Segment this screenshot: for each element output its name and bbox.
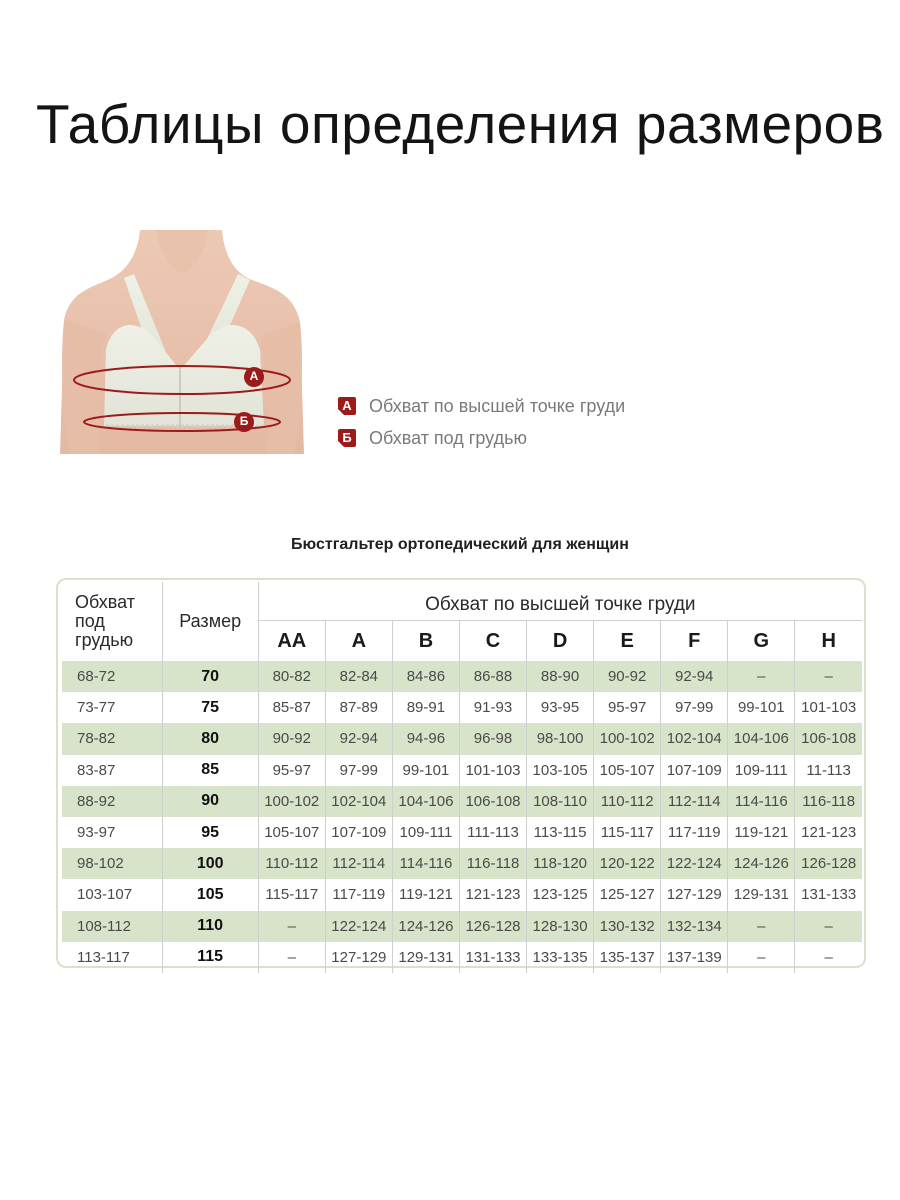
underbust-cell: 113-117 <box>62 942 162 973</box>
bust-range-cell: 11-113 <box>806 761 851 779</box>
underbust-cell: 108-112 <box>62 911 162 942</box>
bust-range-cell: 109-111 <box>392 817 459 848</box>
table-row <box>62 786 862 817</box>
bust-range-cell: – <box>795 911 862 942</box>
size-table <box>62 582 862 973</box>
table-row <box>62 692 862 723</box>
table-row <box>62 942 862 973</box>
bust-range-cell: 115-117 <box>594 817 661 848</box>
header-cup: D <box>527 621 594 662</box>
bust-range-cell: 117-119 <box>325 879 392 910</box>
size-cell: 80 <box>162 723 258 754</box>
bust-range-cell: 126-128 <box>795 848 862 879</box>
bust-range-cell: 99-101 <box>728 692 795 723</box>
bust-range-cell: 103-105 <box>527 755 594 786</box>
bust-range-cell: 105-107 <box>594 755 661 786</box>
bust-range-cell: 111-113 <box>459 817 526 848</box>
bust-range-cell: 122-124 <box>325 911 392 942</box>
underbust-cell: 103-107 <box>62 879 162 910</box>
bust-range-cell: 82-84 <box>325 661 392 692</box>
marker-a-icon <box>338 397 356 415</box>
bust-range-cell: 100-102 <box>594 723 661 754</box>
bust-range-cell: 85-87 <box>258 692 325 723</box>
bust-range-cell: 123-125 <box>527 879 594 910</box>
size-cell: 100 <box>162 848 258 879</box>
marker-a-photo: A <box>249 369 259 383</box>
measurement-legend <box>338 390 625 454</box>
table-row <box>62 755 862 786</box>
size-cell: 70 <box>162 661 258 692</box>
bust-range-cell: 84-86 <box>392 661 459 692</box>
bust-range-cell: 126-128 <box>459 911 526 942</box>
bust-range-cell: 137-139 <box>661 942 728 973</box>
bust-range-cell: 104-106 <box>392 786 459 817</box>
bust-range-cell: 95-97 <box>258 755 325 786</box>
bust-range-cell: – <box>258 911 325 942</box>
underbust-cell: 93-97 <box>62 817 162 848</box>
underbust-cell: 98-102 <box>62 848 162 879</box>
underbust-cell: 73-77 <box>62 692 162 723</box>
bust-range-cell: 129-131 <box>392 942 459 973</box>
bust-range-cell: 106-108 <box>795 723 862 754</box>
model-photo <box>60 230 304 454</box>
bust-range-cell: 127-129 <box>661 879 728 910</box>
size-cell: 110 <box>162 911 258 942</box>
bust-range-cell: – <box>728 942 795 973</box>
bust-range-cell: 89-91 <box>392 692 459 723</box>
bust-range-cell: 102-104 <box>661 723 728 754</box>
legend-text-a: Обхват по высшей точке груди <box>369 395 626 416</box>
bust-range-cell: 110-112 <box>594 786 661 817</box>
bust-range-cell: 101-103 <box>801 699 857 717</box>
bust-range-cell: 114-116 <box>728 786 795 817</box>
bust-range-cell: 124-126 <box>392 911 459 942</box>
bust-range-cell: 91-93 <box>459 692 526 723</box>
bust-range-cell: 119-121 <box>728 817 795 848</box>
table-caption: Бюстгальтер ортопедический для женщин <box>291 536 629 553</box>
bust-range-cell: 94-96 <box>392 723 459 754</box>
underbust-cell: 88-92 <box>62 786 162 817</box>
size-cell: 90 <box>162 786 258 817</box>
legend-text-b: Обхват под грудью <box>369 427 527 448</box>
bust-range-cell: 116-118 <box>459 848 526 879</box>
bust-range-cell: 121-123 <box>459 879 526 910</box>
bust-range-cell: 109-111 <box>728 755 795 786</box>
legend-item-b <box>338 422 625 454</box>
size-cell: 105 <box>162 879 258 910</box>
bust-range-cell: 135-137 <box>594 942 661 973</box>
bust-range-cell: 87-89 <box>325 692 392 723</box>
bust-range-cell: 121-123 <box>801 824 857 842</box>
bust-range-cell: 131-133 <box>459 942 526 973</box>
header-cup: AA <box>258 621 325 662</box>
bust-range-cell: 125-127 <box>594 879 661 910</box>
bust-range-cell: 119-121 <box>392 879 459 910</box>
bust-range-cell: 106-108 <box>459 786 526 817</box>
bust-range-cell: 88-90 <box>527 661 594 692</box>
bust-range-cell: 104-106 <box>728 723 795 754</box>
bust-range-cell: 112-114 <box>325 848 392 879</box>
bust-range-cell: 97-99 <box>661 692 728 723</box>
header-underbust-text: Обхват под грудью <box>75 592 135 650</box>
bust-range-cell: 122-124 <box>661 848 728 879</box>
size-cell: 75 <box>162 692 258 723</box>
bust-range-cell: 118-120 <box>527 848 594 879</box>
bust-range-cell: 100-102 <box>258 786 325 817</box>
header-cup: C <box>459 621 526 662</box>
table-row <box>62 848 862 879</box>
bust-range-cell: 96-98 <box>459 723 526 754</box>
bust-range-cell: 129-131 <box>728 879 795 910</box>
bust-range-cell: 98-100 <box>527 723 594 754</box>
bust-range-cell: 92-94 <box>325 723 392 754</box>
header-bust-group: Обхват по высшей точке груди <box>258 582 862 621</box>
bust-range-cell: 127-129 <box>325 942 392 973</box>
bust-range-cell: 90-92 <box>258 723 325 754</box>
size-cell: 95 <box>162 817 258 848</box>
bust-range-cell: 101-103 <box>459 755 526 786</box>
bust-range-cell: 124-126 <box>728 848 795 879</box>
marker-b-icon <box>338 429 356 447</box>
size-cell: 85 <box>162 755 258 786</box>
header-cup: E <box>594 621 661 662</box>
marker-b-photo: Б <box>239 414 249 428</box>
underbust-cell: 83-87 <box>62 755 162 786</box>
bust-range-cell: 102-104 <box>325 786 392 817</box>
bust-range-cell: 110-112 <box>258 848 325 879</box>
header-size: Размер <box>162 582 258 661</box>
bust-range-cell: 120-122 <box>594 848 661 879</box>
header-cup: A <box>325 621 392 662</box>
bust-range-cell: 113-115 <box>527 817 594 848</box>
header-cup: G <box>728 621 795 662</box>
table-row <box>62 723 862 754</box>
header-cup: B <box>392 621 459 662</box>
bust-range-cell: 131-133 <box>801 886 857 904</box>
table-row <box>62 661 862 692</box>
bust-range-cell: 92-94 <box>661 661 728 692</box>
table-row <box>62 911 862 942</box>
page-title: Таблицы определения размеров <box>36 93 885 155</box>
size-cell: 115 <box>162 942 258 973</box>
bust-range-cell: – <box>728 911 795 942</box>
bust-range-cell: – <box>824 948 833 966</box>
table-row <box>62 879 862 910</box>
bust-range-cell: 112-114 <box>661 786 728 817</box>
bust-range-cell: 117-119 <box>661 817 728 848</box>
bust-range-cell: 80-82 <box>258 661 325 692</box>
bust-range-cell: 108-110 <box>527 786 594 817</box>
bust-range-cell: 115-117 <box>258 879 325 910</box>
underbust-cell: 78-82 <box>62 723 162 754</box>
bust-range-cell: 95-97 <box>594 692 661 723</box>
legend-item-a <box>338 390 625 422</box>
bust-range-cell: – <box>258 942 325 973</box>
bust-range-cell: 128-130 <box>527 911 594 942</box>
header-underbust <box>62 582 162 661</box>
bust-range-cell: 114-116 <box>392 848 459 879</box>
bust-range-cell: 132-134 <box>661 911 728 942</box>
bust-range-cell: – <box>728 661 795 692</box>
marker-a-letter: A <box>342 398 352 413</box>
header-cup: H <box>821 629 836 652</box>
bust-range-cell: 97-99 <box>325 755 392 786</box>
bust-range-cell: 105-107 <box>258 817 325 848</box>
bust-range-cell: 86-88 <box>459 661 526 692</box>
underbust-cell: 68-72 <box>62 661 162 692</box>
bust-range-cell: 90-92 <box>594 661 661 692</box>
bust-range-cell: 107-109 <box>325 817 392 848</box>
table-row <box>62 817 862 848</box>
header-cup: F <box>661 621 728 662</box>
bust-range-cell: 99-101 <box>392 755 459 786</box>
bust-range-cell: 130-132 <box>594 911 661 942</box>
bust-range-cell: 93-95 <box>527 692 594 723</box>
bust-range-cell: 133-135 <box>527 942 594 973</box>
bust-range-cell: – <box>795 661 862 692</box>
marker-b-letter: Б <box>342 430 352 445</box>
bust-range-cell: 116-118 <box>795 786 862 817</box>
bust-range-cell: 107-109 <box>661 755 728 786</box>
